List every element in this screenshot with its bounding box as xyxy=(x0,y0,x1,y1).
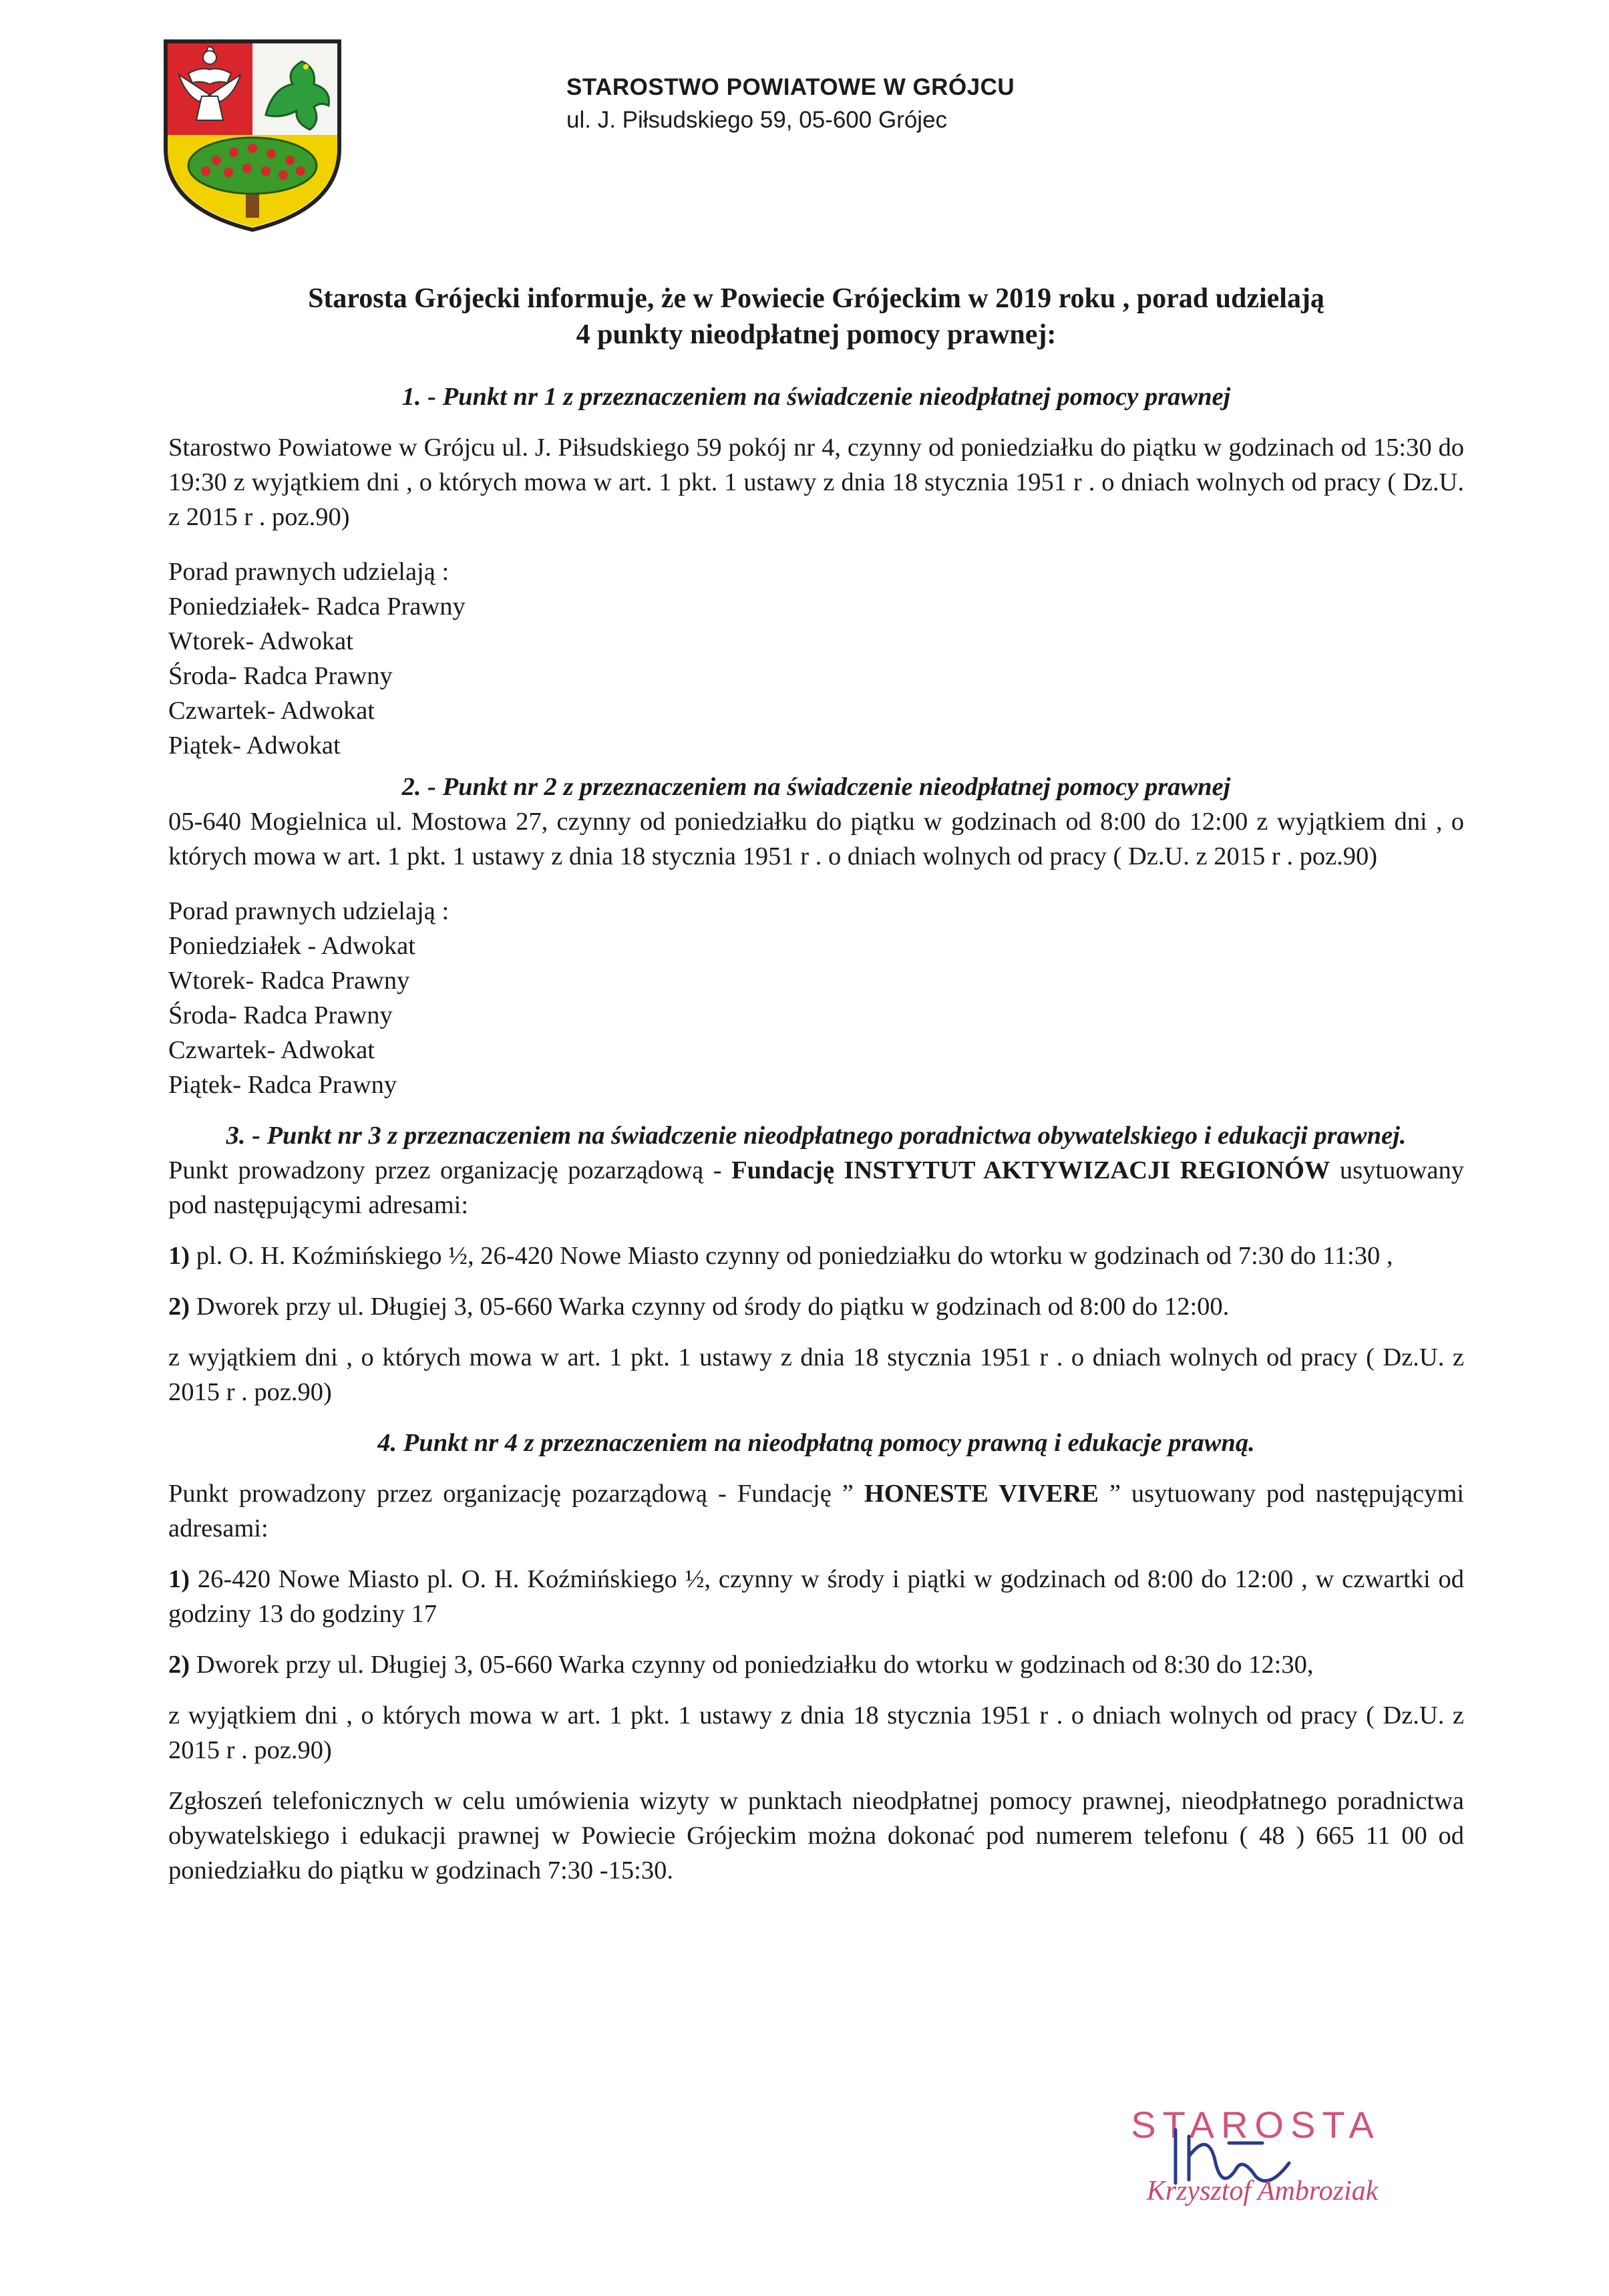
address-number: 2) xyxy=(168,1293,190,1321)
section-4-intro-before: Punkt prowadzony przez organizację pozarządową - Fundację ” xyxy=(168,1480,864,1508)
section-4-address-2 xyxy=(168,1647,1464,1682)
section-1-text: Starostwo Powiatowe w Grójcu ul. J. Piłsudskiego 59 pokój nr 4, czynny od poniedziałku do piątku w godzinach od 15:30 do 19:30 z wyjątkiem dni , o których mowa w art. 1 pkt. 1 ustawy z dnia 18 stycznia 1951 r . o dniach wolnych od pracy ( Dz.U. z 2015 r . poz.90) xyxy=(168,434,1464,531)
schedule-item: Czwartek- Adwokat xyxy=(168,1036,375,1064)
section-2-title: 2. - Punkt nr 2 z przeznaczeniem na świadczenie nieodpłatnej pomocy prawnej xyxy=(401,773,1231,801)
section-3-address-2 xyxy=(168,1289,1464,1324)
coat-of-arms-icon xyxy=(159,35,346,235)
section-3-intro-before: Punkt prowadzony przez organizację pozarządową - xyxy=(168,1156,732,1184)
schedule-item: Środa- Radca Prawny xyxy=(168,662,393,690)
section-3-intro-after: usytuowany pod następującymi adresami: xyxy=(168,1156,1464,1219)
schedule-item: Wtorek- Radca Prawny xyxy=(168,967,410,995)
office-header xyxy=(566,72,1168,138)
address-text: 26-420 Nowe Miasto pl. O. H. Koźmińskiego ½, czynny w środy i piątki w godzinach od 8:00 do 12:00 , w czwartki od godziny 13 do godziny 17 xyxy=(168,1565,1464,1628)
address-number: 1) xyxy=(168,1242,190,1270)
schedule-item: Piątek- Adwokat xyxy=(168,731,341,760)
section-3-exception: z wyjątkiem dni , o których mowa w art. 1 pkt. 1 ustawy z dnia 18 stycznia 1951 r . o dniach wolnych od pracy ( Dz.U. z 2015 r . poz.90) xyxy=(168,1343,1464,1406)
contact-note: Zgłoszeń telefonicznych w celu umówienia wizyty w punktach nieodpłatnej pomocy prawnej, nieodpłatnego poradnictwa obywatelskiego i edukacji prawnej w Powiecie Grójeckim można dokonać pod numerem telefonu ( 48 ) 665 11 00 od poniedziałku do piątku w godzinach 7:30 -15:30. xyxy=(168,1787,1464,1884)
schedule-item: Piątek- Radca Prawny xyxy=(168,1071,397,1099)
section-3-organization: Fundację INSTYTUT AKTYWIZACJI REGIONÓW xyxy=(731,1156,1330,1184)
intro-heading xyxy=(168,281,1464,353)
document-body xyxy=(168,281,1464,1888)
section-2-schedule xyxy=(168,894,1464,1102)
section-1-schedule xyxy=(168,554,1464,763)
section-4-intro xyxy=(168,1476,1464,1546)
stamp-title: STAROSTA xyxy=(1131,2104,1381,2146)
schedule-item: Poniedziałek- Radca Prawny xyxy=(168,593,466,621)
section-4-organization: HONESTE VIVERE xyxy=(864,1480,1099,1508)
advice-label: Porad prawnych udzielają : xyxy=(168,558,450,586)
section-3-title: 3. - Punkt nr 3 z przeznaczeniem na świadczenie nieodpłatnego poradnictwa obywatelskiego i edukacji prawnej. xyxy=(226,1122,1407,1150)
intro-line-1: Starosta Grójecki informuje, że w Powiecie Grójeckim w 2019 roku , porad udzielają xyxy=(308,283,1324,314)
schedule-item: Wtorek- Adwokat xyxy=(168,627,353,655)
office-name: STAROSTWO POWIATOWE W GRÓJCU xyxy=(566,74,1015,100)
section-4-exception: z wyjątkiem dni , o których mowa w art. 1 pkt. 1 ustawy z dnia 18 stycznia 1951 r . o dniach wolnych od pracy ( Dz.U. z 2015 r . poz.90) xyxy=(168,1701,1464,1764)
address-text: pl. O. H. Koźmińskiego ½, 26-420 Nowe Miasto czynny od poniedziałku do wtorku w godzinach od 7:30 do 11:30 , xyxy=(190,1242,1393,1270)
schedule-item: Środa- Radca Prawny xyxy=(168,1001,393,1029)
stamp-name: Krzysztof Ambroziak xyxy=(1146,2176,1379,2206)
address-text: Dworek przy ul. Długiej 3, 05-660 Warka czynny od poniedziałku do wtorku w godzinach od 8:30 do 12:30, xyxy=(190,1651,1314,1679)
section-4-intro-after: ” usytuowany pod następującymi adresami: xyxy=(168,1480,1464,1542)
intro-line-2: 4 punkty nieodpłatnej pomocy prawnej: xyxy=(576,319,1057,350)
section-4-title: 4. Punkt nr 4 z przeznaczeniem na nieodpłatną pomocy prawną i edukacje prawną. xyxy=(377,1429,1255,1457)
address-number: 2) xyxy=(168,1651,190,1679)
address-text: Dworek przy ul. Długiej 3, 05-660 Warka czynny od środy do piątku w godzinach od 8:00 do 12:00. xyxy=(190,1293,1230,1321)
section-2-text: 05-640 Mogielnica ul. Mostowa 27, czynny od poniedziałku do piątku w godzinach od 8:00 do 12:00 z wyjątkiem dni , o których mowa w art. 1 pkt. 1 ustawy z dnia 18 stycznia 1951 r . o dniach wolnych od pracy ( Dz.U. z 2015 r . poz.90) xyxy=(168,808,1464,870)
advice-label: Porad prawnych udzielają : xyxy=(168,897,450,925)
section-3-address-1 xyxy=(168,1239,1464,1273)
schedule-item: Czwartek- Adwokat xyxy=(168,697,375,725)
schedule-item: Poniedziałek - Adwokat xyxy=(168,932,415,960)
section-1-title: 1. - Punkt nr 1 z przeznaczeniem na świadczenie nieodpłatnej pomocy prawnej xyxy=(401,383,1231,411)
section-4-address-1 xyxy=(168,1562,1464,1631)
address-number: 1) xyxy=(168,1565,190,1593)
office-address: ul. J. Piłsudskiego 59, 05-600 Grójec xyxy=(566,107,948,133)
signature-stamp xyxy=(1109,2103,1416,2223)
section-3-intro xyxy=(168,1153,1464,1222)
